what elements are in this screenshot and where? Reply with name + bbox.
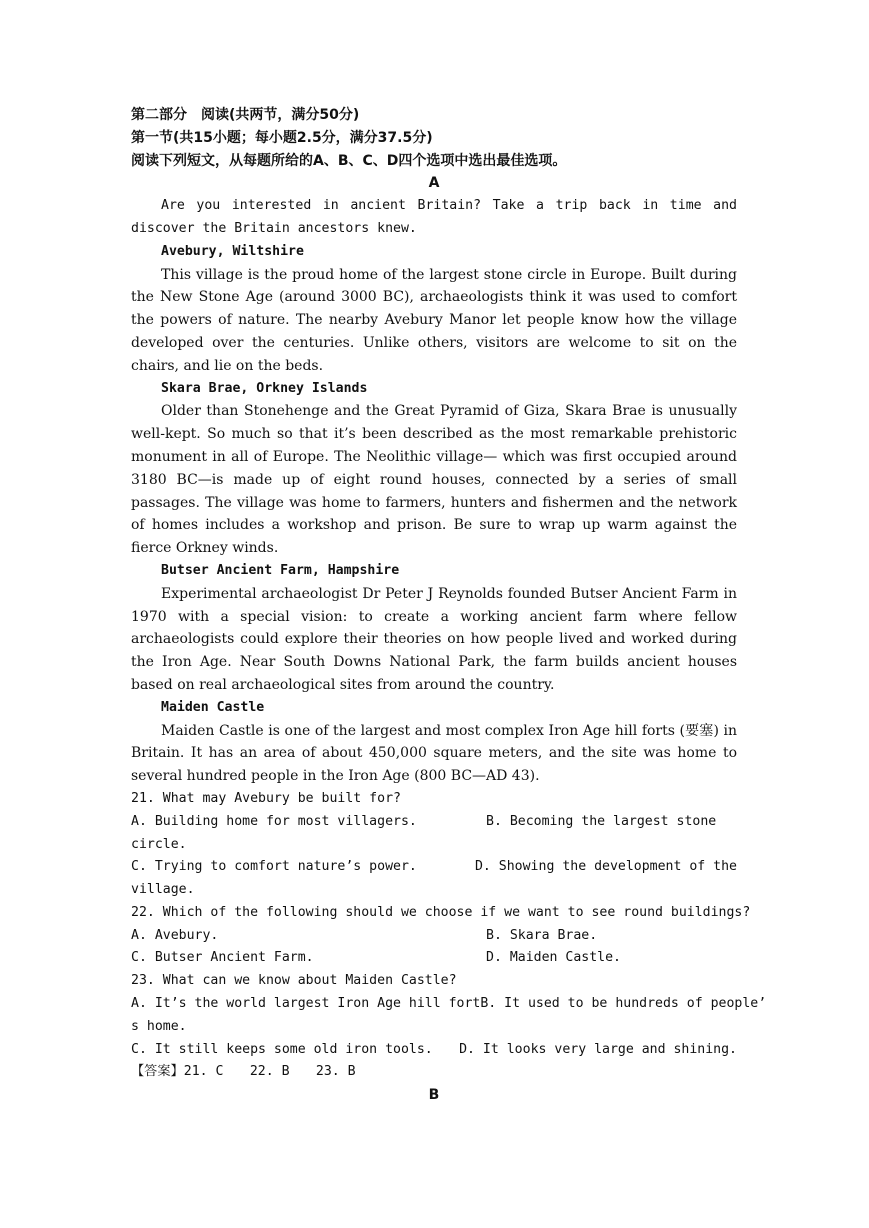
site-title-skara-brae: Skara Brae, Orkney Islands xyxy=(161,380,368,396)
instruction: 阅读下列短文，从每题所给的A、B、C、D四个选项中选出最佳选项。 xyxy=(131,152,567,169)
question-stem-22: 22. Which of the following should we choose if we want to see round buildings? xyxy=(131,904,751,920)
question-stem-21: 21. What may Avebury be built for? xyxy=(131,790,401,806)
question-23-options-ab xyxy=(131,993,767,1016)
site-text-maiden-castle: Maiden Castle is one of the largest and most complex Iron Age hill forts (要塞) in Britain. It has an area of about 450,000 square meters, and the site was home to several hundred people in the Iron Age (800 BC—AD 43). xyxy=(131,722,737,785)
option-b: B. Becoming the largest stone xyxy=(486,813,717,829)
question-22-options-ab xyxy=(131,925,737,948)
site-text-avebury: This village is the proud home of the largest stone circle in Europe. Built during the New Stone Age (around 3000 BC), archaeologists think it was used to comfort the powers of nature. The nearby Avebury Manor let people know how the village developed over the centuries. Unlike others, visitors are welcome to sit on the chairs, and lie on the beds. xyxy=(131,266,737,374)
option-b: B. Skara Brae. xyxy=(486,927,598,943)
site-title-butser: Butser Ancient Farm, Hampshire xyxy=(161,562,400,578)
site-title-avebury: Avebury, Wiltshire xyxy=(161,243,304,259)
question-21-options-cd xyxy=(131,856,737,879)
question-22-options-cd xyxy=(131,947,737,970)
passage-label-b: B xyxy=(428,1087,440,1104)
option-c: C. It still keeps some old iron tools. xyxy=(131,1041,433,1057)
question-stem-23: 23. What can we know about Maiden Castle? xyxy=(131,973,457,989)
section-heading: 第一节(共15小题；每小题2.5分，满分37.5分) xyxy=(131,129,433,146)
passage-intro: Are you interested in ancient Britain? Take a trip back in time and discover the Britain ancestors knew. xyxy=(131,198,737,236)
option-c: C. Trying to comfort nature’s power. xyxy=(131,859,417,875)
site-title-maiden-castle: Maiden Castle xyxy=(161,699,265,715)
passage-label-a: A xyxy=(428,175,440,192)
question-23-options-cd xyxy=(131,1039,737,1062)
option-d-continued: village. xyxy=(131,882,195,898)
option-b: B. It used to be hundreds of people’ xyxy=(480,996,767,1012)
option-d: D. It looks very large and shining. xyxy=(459,1041,737,1057)
option-b-continued: s home. xyxy=(131,1018,187,1034)
option-d: D. Maiden Castle. xyxy=(486,950,621,966)
option-c: C. Butser Ancient Farm. xyxy=(131,950,314,966)
document-page xyxy=(131,104,767,1107)
answer-key: 【答案】21. C 22. B 23. B xyxy=(131,1064,356,1080)
option-a: A. Building home for most villagers. xyxy=(131,813,417,829)
site-text-butser: Experimental archaeologist Dr Peter J Reynolds founded Butser Ancient Farm in 1970 with a special vision: to create a working ancient farm where fellow archaeologists could explore their theories on how people lived and worked during the Iron Age. Near South Downs National Park, the farm builds ancient houses based on real archaeological sites from around the country. xyxy=(131,585,737,693)
site-text-skara-brae: Older than Stonehenge and the Great Pyramid of Giza, Skara Brae is unusually well-kept. So much so that it’s been described as the most remarkable prehistoric monument in all of Europe. The Neolithic village— which was first occupied around 3180 BC—is made up of eight round houses, connected by a series of small passages. The village was home to farmers, hunters and fishermen and the network of homes includes a workshop and prison. Be sure to wrap up warm against the fierce Orkney winds. xyxy=(131,403,737,557)
option-d: D. Showing the development of the xyxy=(474,859,737,875)
option-a: A. It’s the world largest Iron Age hill fort xyxy=(131,996,481,1012)
option-b-continued: circle. xyxy=(131,836,187,852)
option-a: A. Avebury. xyxy=(131,927,219,943)
part-heading: 第二部分 阅读(共两节，满分50分) xyxy=(131,107,360,123)
question-21-options-ab xyxy=(131,811,737,834)
